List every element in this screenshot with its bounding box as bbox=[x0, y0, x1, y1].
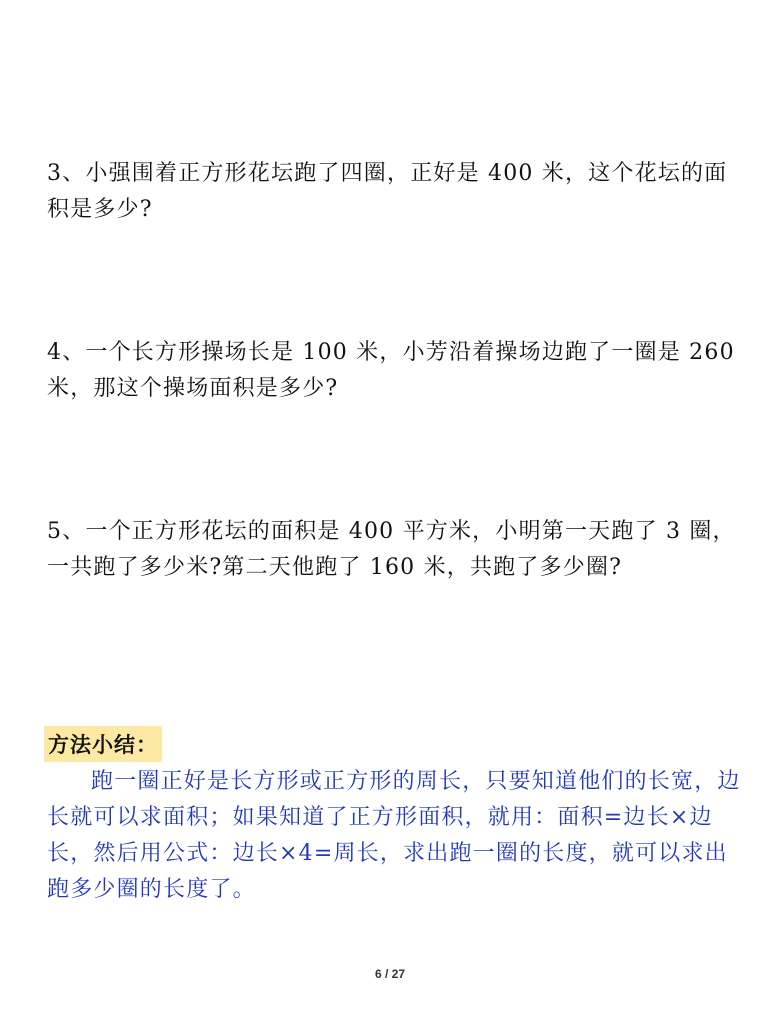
question-5: 5、一个正方形花坛的面积是 400 平方米，小明第一天跑了 3 圈，一共跑了多少米?第二天他跑了 160 米，共跑了多少圈? bbox=[47, 519, 736, 580]
question-4: 4、一个长方形操场长是 100 米，小芳沿着操场边跑了一圈是 260 米，那这个操场面积是多少? bbox=[47, 340, 735, 401]
method-summary-heading: 方法小结： bbox=[44, 726, 162, 762]
page-number: 6 / 27 bbox=[374, 967, 406, 981]
question-3: 3、小强围着正方形花坛跑了四圈，正好是 400 米，这个花坛的面积是多少? bbox=[47, 161, 728, 222]
method-summary-body: 跑一圈正好是长方形或正方形的周长，只要知道他们的长宽，边长就可以求面积；如果知道了正方形面积，就用：面积=边长×边长，然后用公式：边长×4=周长，求出跑一圈的长度，就可以求出跑多少圈的长度了。 bbox=[47, 769, 741, 902]
